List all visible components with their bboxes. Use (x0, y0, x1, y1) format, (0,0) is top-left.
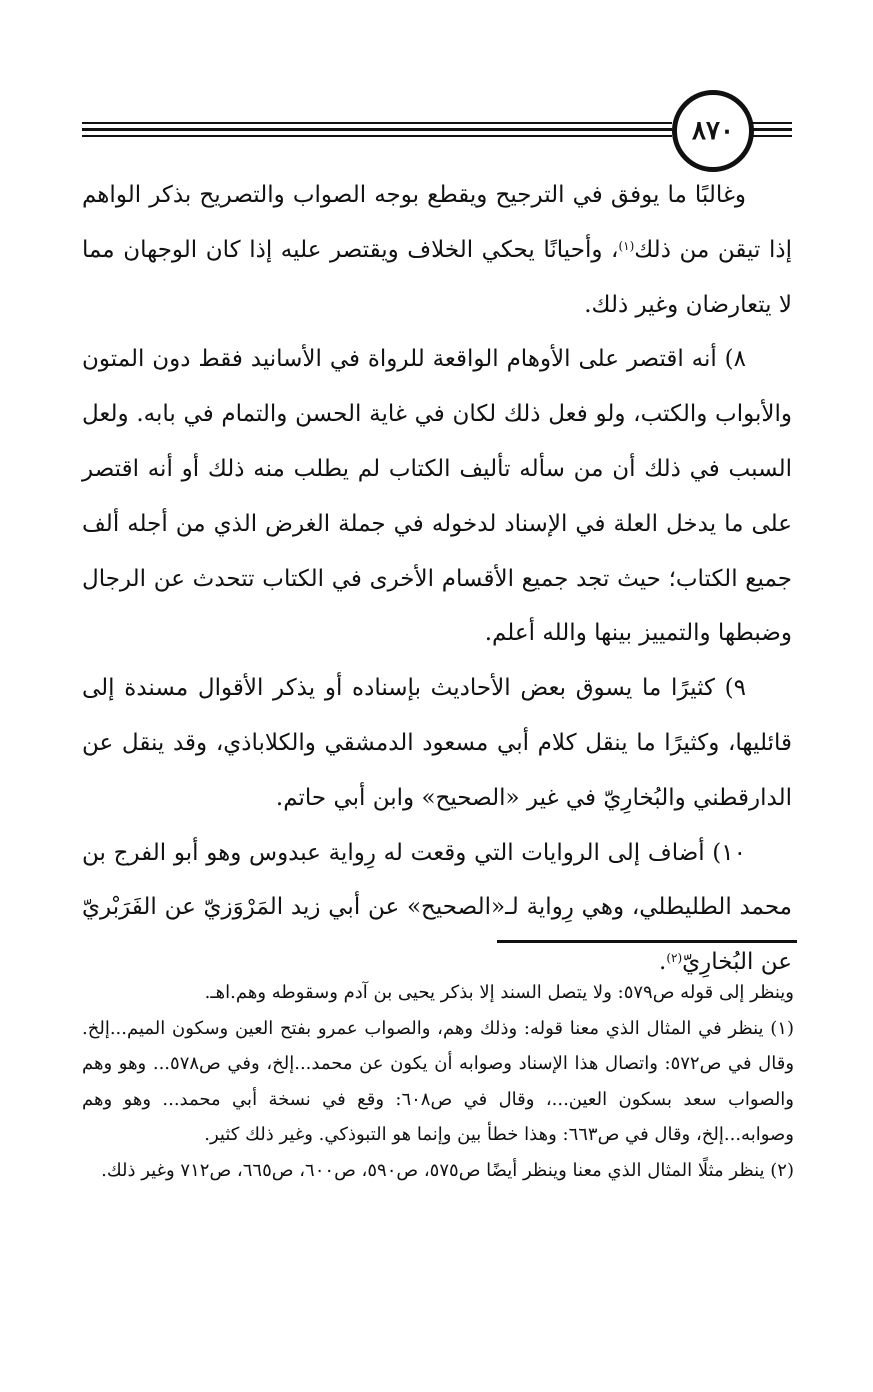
paragraph-text: ، وأحيانًا يحكي الخلاف ويقتصر عليه إذا كان الوجهان مما لا يتعارضان وغير ذلك. (82, 236, 792, 318)
footnote-ref: (٢) (666, 951, 683, 966)
footnote-divider (497, 940, 797, 943)
header-rule (750, 128, 792, 131)
footnote: (١) ينظر في المثال الذي معنا قوله: وذلك وهم، والصواب عمرو بفتح العين وسكون الميم...إلخ. وقال في ص٥٧٢: واتصال هذا الإسناد وصوابه أن يكون عن محمد...إلخ، وفي ص٥٧٨... وهو وهم والصواب سعد بسكون العين...، وقال في ص٦٠٨: وقع في نسخة أبي محمد... وهو وهم وصوابه...إلخ، وقال في ص٦٦٣: وهذا خطأ بين وإنما هو التبوذكي. وغير ذلك كثير. (82, 1017, 795, 1145)
paragraph (82, 332, 792, 661)
footnote-ref: (١) (618, 238, 635, 253)
paragraph (82, 661, 792, 825)
header-rule (750, 122, 792, 124)
paragraph-text: . (659, 949, 667, 976)
main-text (82, 168, 792, 990)
page-number: ٨٧٠ (672, 90, 754, 172)
header-rule (750, 135, 792, 137)
paragraph-text: ٨) أنه اقتصر على الأوهام الواقعة للرواة في الأسانيد فقط دون المتون والأبواب والكتب، ولو فعل ذلك لكان في غاية الحسن والتمام في بابه. ولعل السبب في ذلك أن من سأله تأليف الكتاب لم يطلب منه ذلك أو أنه اقتصر على ما يدخل العلة في الإسناد لدخوله في جملة الغرض الذي من أجله ألف جميع الكتاب؛ حيث تجد جميع الأقسام الأخرى في الكتاب تتحدث عن الرجال وضبطها والتمييز بينها والله أعلم. (82, 346, 792, 647)
paragraph-text: وغالبًا ما يوفق في الترجيح ويقطع بوجه الصواب والتصريح بذكر الواهم إذا تيقن من ذلك (82, 182, 793, 263)
paragraph (82, 826, 792, 990)
paragraph-text: ١٠) أضاف إلى الروايات التي وقعت له رِواية عبدوس وهو أبو الفرج بن محمد الطليطلي، وهي رِواية لـ«الصحيح» عن أبي زيد المَرْوَزيّ عن الفَرَبْريّ عن البُخارِيّ (82, 839, 792, 976)
paragraph-text: ٩) كثيرًا ما يسوق بعض الأحاديث بإسناده أو يذكر الأقوال مسندة إلى قائليها، وكثيرًا ما ينقل كلام أبي مسعود الدمشقي والكلاباذي، وقد ينقل عن الدارقطني والبُخارِيّ في غير «الصحيح» وابن أبي حاتم. (82, 675, 792, 811)
page-header (82, 90, 792, 170)
header-rule (82, 128, 672, 131)
header-rule (82, 122, 672, 124)
footnote: وينظر إلى قوله ص٥٧٩: ولا يتصل السند إلا بذكر يحيى بن آدم وسقوطه وهم.اهـ. (204, 982, 794, 1003)
footnotes (82, 975, 794, 1188)
header-rule (82, 135, 672, 137)
footnote: (٢) ينظر مثلًا المثال الذي معنا وينظر أيضًا ص٥٧٥، ص٥٩٠، ص٦٠٠، ص٦٦٥، ص٧١٢ وغير ذلك. (101, 1159, 794, 1181)
paragraph (82, 168, 792, 332)
